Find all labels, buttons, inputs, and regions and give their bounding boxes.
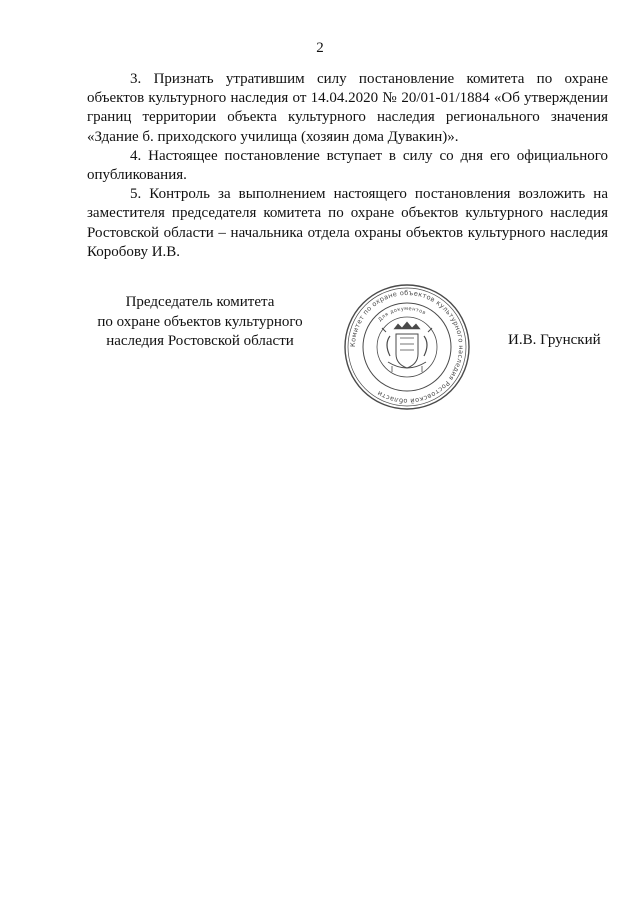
signatory-position-line-3: наследия Ростовской области [106,333,294,349]
page-number: 2 [316,40,324,56]
seal-icon [342,282,472,412]
signatory-position-line-2: по охране объектов культурного [97,313,303,330]
paragraph-5: 5. Контроль за выполнением настоящего постановления возложить на заместителя председателя комитета по охране объектов культурного наследия Ростовской области – начальника отдела охраны объектов культурного наследия Коробову И.В. [87,186,608,260]
signatory-position [70,293,330,352]
seal-outer-text: Комитет по охране объектов культурного наследия Ростовской области [348,288,466,406]
document-body [87,70,608,262]
signatory-position-line-1: Председатель комитета [125,294,275,310]
signatory-name: И.В. Грунский [508,332,601,348]
paragraph-3: 3. Признать утратившим силу постановление комитета по охране объектов культурного наследия от 14.04.2020 № 20/01-01/1884 «Об утверждении границ территории объекта культурного наследия регионального значения «Здание б. приходского училища (хозяин дома Дувакин)». [87,71,608,145]
seal-inner-text: Для документов [377,305,427,324]
paragraph-4: 4. Настоящее постановление вступает в силу со дня его официального опубликования. [87,147,608,184]
official-seal-stamp [342,282,472,412]
